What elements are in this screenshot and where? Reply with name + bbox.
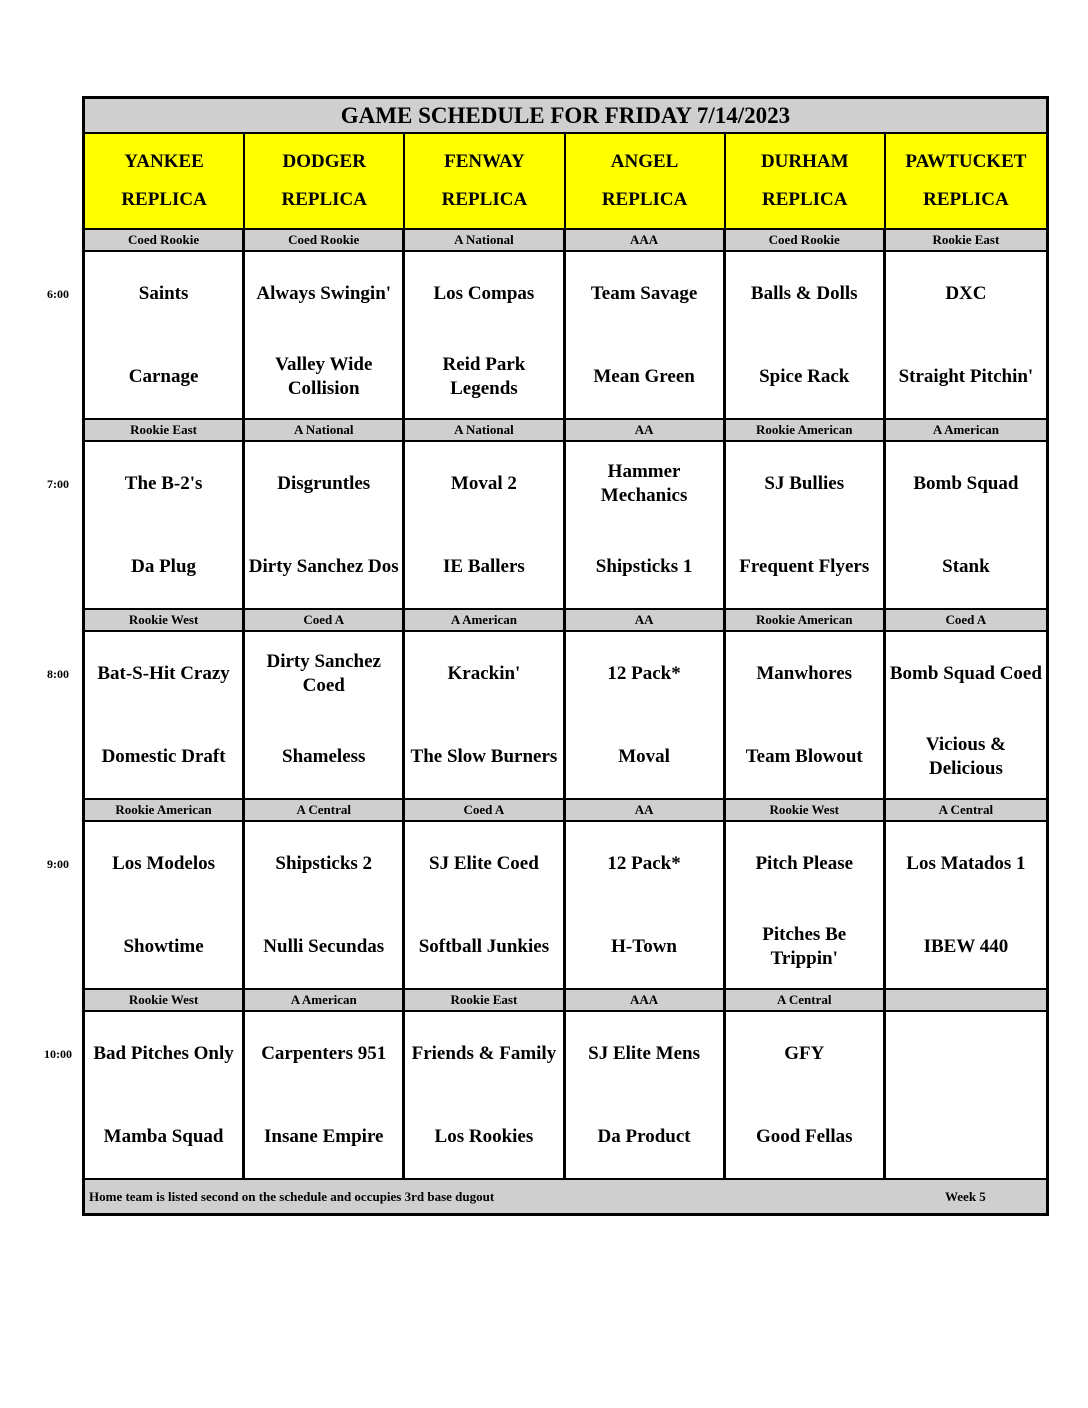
game-cell xyxy=(886,442,1046,608)
time-label: 7:00 xyxy=(47,477,69,491)
field-subtitle: REPLICA xyxy=(441,189,528,210)
game-cell xyxy=(886,1012,1046,1178)
game-cell xyxy=(566,632,726,798)
division-label: AA xyxy=(566,420,726,440)
away-team: Moval 2 xyxy=(450,472,517,494)
home-team xyxy=(886,1095,1046,1178)
game-cell xyxy=(566,252,726,418)
home-team: IE Ballers xyxy=(443,555,525,577)
game-row xyxy=(85,442,1046,610)
division-row xyxy=(85,990,1046,1012)
away-team xyxy=(886,1012,1046,1095)
field-header xyxy=(405,134,565,228)
away-team: Los Compas xyxy=(433,282,535,304)
field-name: DODGER xyxy=(282,151,366,172)
division-row xyxy=(85,800,1046,822)
away-team: Disgruntles xyxy=(277,472,371,494)
division-label: A American xyxy=(245,990,405,1010)
game-cell xyxy=(245,822,405,988)
division-row xyxy=(85,230,1046,252)
away-team: Bomb Squad Coed xyxy=(889,662,1042,684)
away-team: Hammer Mechanics xyxy=(600,460,688,506)
game-cell xyxy=(566,1012,726,1178)
away-team: Always Swingin' xyxy=(256,282,392,304)
time-slot xyxy=(85,990,1046,1180)
time-slot xyxy=(85,610,1046,800)
schedule-table xyxy=(82,96,1049,1216)
home-team: Moval xyxy=(618,745,670,767)
game-cell xyxy=(566,822,726,988)
home-team: Mamba Squad xyxy=(103,1125,224,1147)
game-cell xyxy=(85,442,245,608)
field-header xyxy=(886,134,1046,228)
time-slot xyxy=(85,420,1046,610)
away-team: Saints xyxy=(138,282,189,304)
field-subtitle: REPLICA xyxy=(121,189,207,210)
game-cell xyxy=(85,822,245,988)
division-label: Rookie East xyxy=(405,990,565,1010)
game-cell xyxy=(245,442,405,608)
game-cell xyxy=(566,442,726,608)
home-team: Domestic Draft xyxy=(101,745,226,767)
away-team: Team Savage xyxy=(590,282,698,304)
time-label: 6:00 xyxy=(47,287,69,301)
home-team: Shipsticks 1 xyxy=(595,555,693,577)
game-cell xyxy=(85,632,245,798)
game-cell xyxy=(405,252,565,418)
away-team: GFY xyxy=(784,1042,825,1064)
field-name: PAWTUCKET xyxy=(905,151,1027,172)
game-cell xyxy=(405,1012,565,1178)
home-team: Team Blowout xyxy=(745,745,863,767)
home-team: IBEW 440 xyxy=(923,935,1009,957)
away-team: SJ Elite Mens xyxy=(588,1042,701,1064)
field-header-row xyxy=(85,134,1046,230)
field-name: ANGEL xyxy=(610,151,679,172)
division-label: A Central xyxy=(726,990,886,1010)
field-subtitle: REPLICA xyxy=(281,189,367,210)
game-cell xyxy=(405,442,565,608)
field-subtitle: REPLICA xyxy=(923,189,1009,210)
away-team: Manwhores xyxy=(756,662,853,684)
away-team: Los Modelos xyxy=(112,852,216,874)
home-team: Da Product xyxy=(597,1125,691,1147)
division-label: Rookie West xyxy=(85,990,245,1010)
home-team: Insane Empire xyxy=(264,1125,384,1147)
away-team: Bat-S-Hit Crazy xyxy=(97,662,230,684)
game-cell xyxy=(405,822,565,988)
division-label: A National xyxy=(245,420,405,440)
away-team: Pitch Please xyxy=(755,852,854,874)
division-label xyxy=(886,990,1046,1010)
game-cell xyxy=(726,1012,886,1178)
division-label: A Central xyxy=(245,800,405,820)
division-label: AA xyxy=(566,800,726,820)
time-label: 8:00 xyxy=(47,667,69,681)
division-label: A Central xyxy=(938,802,994,817)
schedule-title: GAME SCHEDULE FOR FRIDAY 7/14/2023 xyxy=(85,99,1046,134)
away-team: Friends & Family xyxy=(411,1042,557,1064)
division-label: Rookie West xyxy=(85,610,245,630)
division-label: Coed A xyxy=(245,610,405,630)
home-team: Good Fellas xyxy=(755,1125,853,1147)
field-header xyxy=(85,134,245,228)
game-row xyxy=(85,632,1046,800)
time-slot xyxy=(85,230,1046,420)
division-label: Rookie East xyxy=(85,420,245,440)
home-team: Valley Wide Collision xyxy=(275,353,373,399)
game-cell xyxy=(726,632,886,798)
away-team: Bomb Squad xyxy=(913,472,1019,494)
game-cell xyxy=(405,632,565,798)
division-label: Coed Rookie xyxy=(726,230,886,250)
away-team: The B-2's xyxy=(124,472,203,494)
away-team: Carpenters 951 xyxy=(261,1042,387,1064)
away-team: Bad Pitches Only xyxy=(93,1042,234,1064)
game-cell xyxy=(726,252,886,418)
home-team: Showtime xyxy=(123,935,204,957)
away-team: SJ Bullies xyxy=(764,472,845,494)
field-subtitle: REPLICA xyxy=(601,189,688,210)
away-team: Krackin' xyxy=(447,662,521,684)
away-team: DXC xyxy=(945,282,987,304)
away-team: 12 Pack* xyxy=(607,662,681,684)
field-subtitle: REPLICA xyxy=(761,189,848,210)
home-team: Pitches Be Trippin' xyxy=(762,923,847,969)
division-label: Coed Rookie xyxy=(245,230,405,250)
field-header xyxy=(566,134,726,228)
division-label: A American xyxy=(405,610,565,630)
division-label: A American xyxy=(932,422,999,437)
footer-bar xyxy=(85,1180,1046,1213)
time-slots xyxy=(85,230,1046,1180)
home-team: Spice Rack xyxy=(759,365,850,387)
home-team: Stank xyxy=(942,555,990,577)
field-name: FENWAY xyxy=(444,151,525,172)
division-label: Rookie American xyxy=(726,420,886,440)
game-cell xyxy=(245,252,405,418)
home-team: Softball Junkies xyxy=(418,935,550,957)
game-cell xyxy=(726,822,886,988)
division-label: A National xyxy=(405,230,565,250)
division-label: Rookie American xyxy=(726,610,886,630)
field-name: DURHAM xyxy=(760,151,849,172)
field-name: YANKEE xyxy=(124,151,204,172)
division-label: Rookie East xyxy=(932,232,1000,247)
division-label: A National xyxy=(405,420,565,440)
away-team: Balls & Dolls xyxy=(750,282,858,304)
game-cell xyxy=(245,632,405,798)
home-team: Dirty Sanchez Dos xyxy=(248,555,399,577)
away-team: 12 Pack* xyxy=(607,852,681,874)
home-team: Reid Park Legends xyxy=(442,353,526,399)
home-team: The Slow Burners xyxy=(410,745,558,767)
game-cell xyxy=(726,442,886,608)
division-label: Rookie American xyxy=(85,800,245,820)
game-row xyxy=(85,252,1046,420)
home-team: Shameless xyxy=(282,745,366,767)
footer-week: Week 5 xyxy=(945,1189,986,1204)
field-header xyxy=(726,134,886,228)
away-team: Los Matados 1 xyxy=(906,852,1026,874)
game-row xyxy=(85,1012,1046,1180)
game-cell xyxy=(85,1012,245,1178)
field-header xyxy=(245,134,405,228)
time-label: 10:00 xyxy=(44,1047,72,1061)
division-label: Rookie West xyxy=(726,800,886,820)
division-label: Coed A xyxy=(405,800,565,820)
footer-note: Home team is listed second on the schedule and occupies 3rd base dugout xyxy=(89,1189,495,1204)
home-team: Mean Green xyxy=(593,365,695,387)
home-team: Vicious & Delicious xyxy=(925,733,1006,779)
game-cell xyxy=(886,822,1046,988)
away-team: SJ Elite Coed xyxy=(429,852,539,874)
division-label: AAA xyxy=(566,990,726,1010)
home-team: H-Town xyxy=(611,935,677,957)
home-team: Straight Pitchin' xyxy=(898,365,1034,387)
division-label: Coed A xyxy=(945,612,987,627)
time-label: 9:00 xyxy=(47,857,69,871)
game-row xyxy=(85,822,1046,990)
division-label: AAA xyxy=(566,230,726,250)
away-team: Shipsticks 2 xyxy=(275,852,373,874)
division-label: Coed Rookie xyxy=(85,230,245,250)
game-cell xyxy=(245,1012,405,1178)
home-team: Frequent Flyers xyxy=(739,555,870,577)
away-team: Dirty Sanchez Coed xyxy=(266,650,381,696)
home-team: Los Rookies xyxy=(434,1125,534,1147)
home-team: Nulli Secundas xyxy=(263,935,385,957)
division-label: AA xyxy=(566,610,726,630)
time-slot xyxy=(85,800,1046,990)
home-team: Da Plug xyxy=(131,555,197,577)
home-team: Carnage xyxy=(128,365,199,387)
division-row xyxy=(85,610,1046,632)
game-cell xyxy=(886,252,1046,418)
game-cell xyxy=(85,252,245,418)
game-cell xyxy=(886,632,1046,798)
division-row xyxy=(85,420,1046,442)
